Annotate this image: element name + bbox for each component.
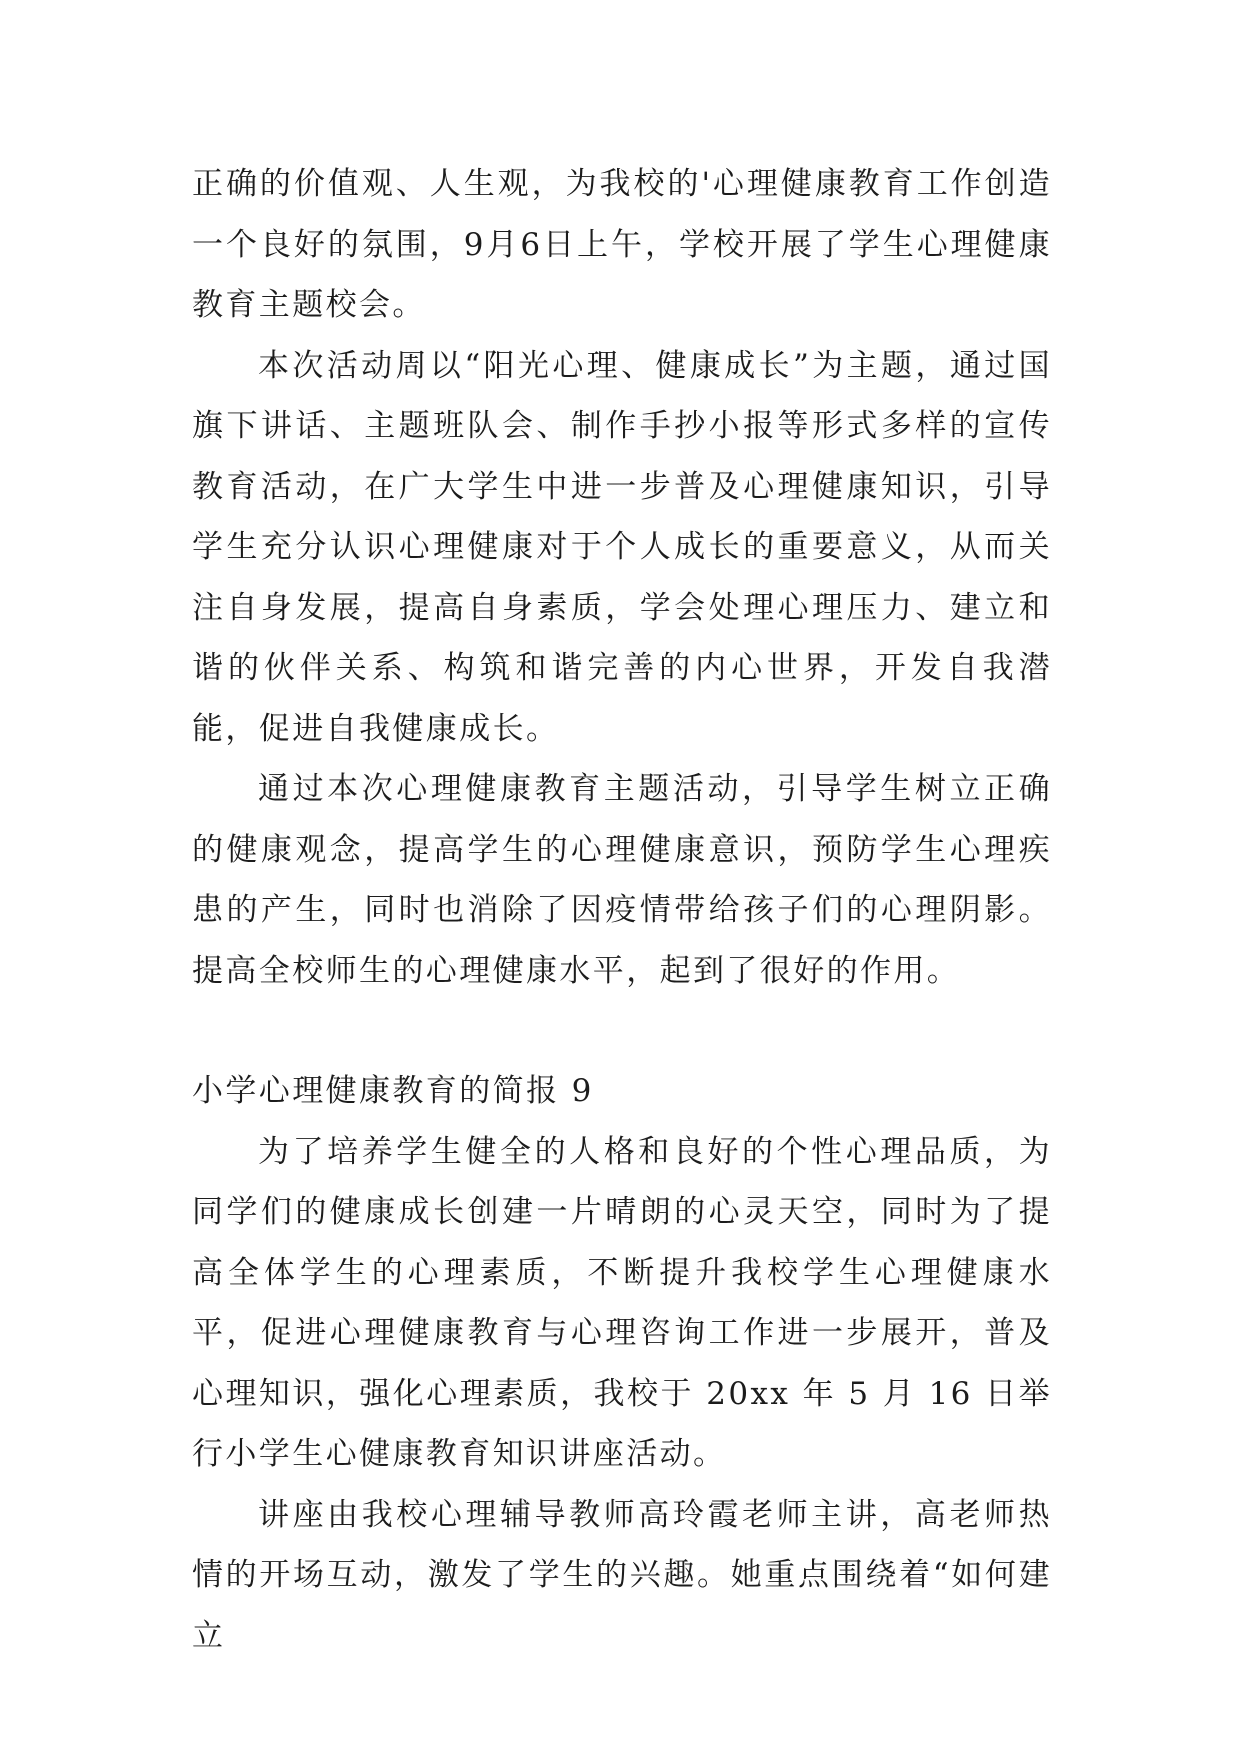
document-body xyxy=(192,154,1052,1666)
paragraph-activity-summary: 通过本次心理健康教育主题活动，引导学生树立正确的健康观念，提高学生的心理健康意识，预防学生心理疾患的产生，同时也消除了因疫情带给孩子们的心理阴影。提高全校师生的心理健康水平，起到了很好的作用。 xyxy=(192,771,1052,989)
paragraph-continuation: 正确的价值观、人生观，为我校的'心理健康教育工作创造一个良好的氛围，9月6日上午，学校开展了学生心理健康教育主题校会。 xyxy=(192,166,1052,323)
section-heading: 小学心理健康教育的简报 9 xyxy=(192,1073,594,1109)
paragraph-lecture-detail: 讲座由我校心理辅导教师高玲霞老师主讲，高老师热情的开场互动，激发了学生的兴趣。她重点围绕着“如何建立 xyxy=(192,1496,1052,1654)
paragraph-lecture-intro: 为了培养学生健全的人格和良好的个性心理品质，为同学们的健康成长创建一片晴朗的心灵天空，同时为了提高全体学生的心理素质，不断提升我校学生心理健康水平，促进心理健康教育与心理咨询工作进一步展开，普及心理知识，强化心理素质，我校于 20xx 年 5 月 16 日举行小学生心健康教育知识讲座活动。 xyxy=(192,1133,1052,1472)
paragraph-activity-week: 本次活动周以“阳光心理、健康成长”为主题，通过国旗下讲话、主题班队会、制作手抄小报等形式多样的宣传教育活动，在广大学生中进一步普及心理健康知识，引导学生充分认识心理健康对于个人成长的重要意义，从而关注自身发展，提高自身素质，学会处理心理压力、建立和谐的伙伴关系、构筑和谐完善的内心世界，开发自我潜能，促进自我健康成长。 xyxy=(192,347,1052,747)
section-spacer xyxy=(192,1001,1052,1061)
